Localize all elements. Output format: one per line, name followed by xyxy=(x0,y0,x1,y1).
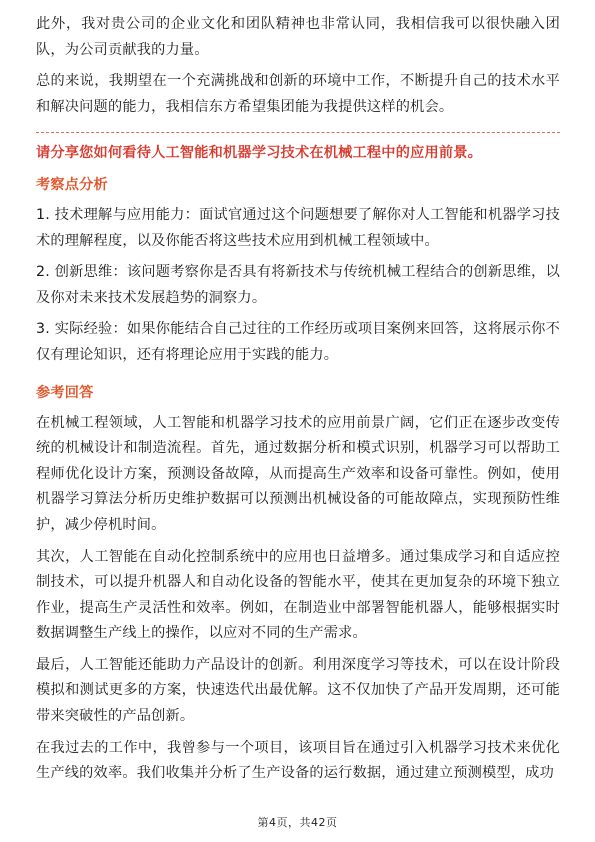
analysis-item-1: 1. 技术理解与应用能力：面试官通过这个问题想要了解你对人工智能和机器学习技术的理解程度，以及你能否将这些技术应用到机械工程领域中。 xyxy=(36,206,560,249)
answer-title: 参考回答 xyxy=(36,384,94,401)
analysis-item-3: 3. 实际经验：如果你能结合自己过往的工作经历或项目案例来回答，这将展示你不仅有理论知识，还有将理论应用于实践的能力。 xyxy=(36,321,560,363)
document-page xyxy=(36,12,560,787)
answer-paragraph-1: 在机械工程领域，人工智能和机器学习技术的应用前景广阔，它们正在逐步改变传统的机械设计和制造流程。首先，通过数据分析和模式识别，机器学习可以帮助工程师优化设计方案，预测设备故障，从而提高生产效率和设备可靠性。例如，使用机器学习算法分析历史维护数据可以预测出机械设备的可能故障点，实现预防性维护，减少停机时间。 xyxy=(36,414,560,533)
answer-paragraph-2: 其次，人工智能在自动化控制系统中的应用也日益增多。通过集成学习和自适应控制技术，可以提升机器人和自动化设备的智能水平，使其在更加复杂的环境下独立作业，提高生产灵活性和效率。例如，在制造业中部署智能机器人，能够根据实时数据调整生产线上的操作，以应对不同的生产需求。 xyxy=(36,548,560,642)
analysis-title: 考察点分析 xyxy=(36,176,108,193)
section-divider xyxy=(36,132,560,133)
answer-paragraph-3: 最后，人工智能还能助力产品设计的创新。利用深度学习等技术，可以在设计阶段模拟和测试更多的方案，快速迭代出最优解。这不仅加快了产品开发周期，还可能带来突破性的产品创新。 xyxy=(36,656,560,725)
analysis-item-2: 2. 创新思维：该问题考察你是否具有将新技术与传统机械工程结合的创新思维，以及你对未来技术发展趋势的洞察力。 xyxy=(36,264,560,306)
intro-paragraph-2: 总的来说，我期望在一个充满挑战和创新的环境中工作，不断提升自己的技术水平和解决问题的能力，我相信东方希望集团能为我提供这样的机会。 xyxy=(36,73,560,115)
question-heading: 请分享您如何看待人工智能和机器学习技术在机械工程中的应用前景。 xyxy=(36,145,483,162)
page-number: 第4页，共42页 xyxy=(257,816,338,829)
intro-paragraph-1: 此外，我对贵公司的企业文化和团队精神也非常认同，我相信我可以很快融入团队，为公司贡献我的力量。 xyxy=(36,16,560,58)
answer-paragraph-4: 在我过去的工作中，我曾参与一个项目，该项目旨在通过引入机器学习技术来优化生产线的效率。我们收集并分析了生产设备的运行数据，通过建立预测模型，成功 xyxy=(36,739,560,782)
